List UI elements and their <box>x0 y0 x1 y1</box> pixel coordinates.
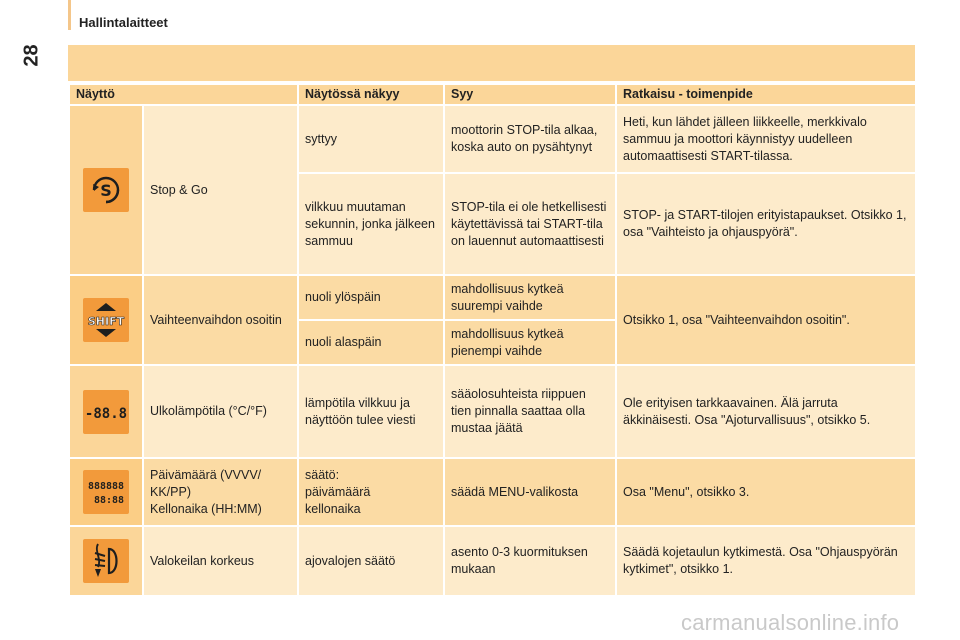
row-name-line: KK/PP) <box>150 484 191 499</box>
row-shown: nuoli alaspäin <box>298 320 444 365</box>
row-cause: asento 0-3 kuormituksen mukaan <box>444 526 616 596</box>
row-name-line: Kellonaika (HH:MM) <box>150 501 262 516</box>
row-name <box>143 458 298 526</box>
row-shown: ajovalojen säätö <box>298 526 444 596</box>
headlamp-leveling-icon <box>83 539 129 583</box>
stop-and-go-icon <box>83 168 129 212</box>
row-cause: STOP-tila ei ole hetkellisesti käytettävissä tai START-tila on lauennut automaattisesti <box>444 173 616 275</box>
row-name: Valokeilan korkeus <box>143 526 298 596</box>
icon-cell <box>69 365 143 458</box>
table-row <box>69 105 916 173</box>
row-solution: Säädä kojetaulun kytkimestä. Osa "Ohjauspyörän kytkimet", otsikko 1. <box>616 526 916 596</box>
table-row <box>69 458 916 526</box>
side-accent-bar <box>68 0 71 30</box>
row-shown <box>298 458 444 526</box>
temperature-display-icon <box>83 390 129 434</box>
row-shown-line: kellonaika <box>305 501 361 516</box>
watermark: carmanualsonline.info <box>681 610 900 635</box>
row-shown: syttyy <box>298 105 444 173</box>
header-shown: Näytössä näkyy <box>298 84 444 105</box>
row-name: Vaihteenvaihdon osoitin <box>143 275 298 365</box>
shift-indicator-icon <box>83 298 129 342</box>
header-solution: Ratkaisu - toimenpide <box>616 84 916 105</box>
page-number: 28 <box>20 44 43 67</box>
row-solution: Otsikko 1, osa "Vaihteenvaihdon osoitin". <box>616 275 916 365</box>
row-name: Stop & Go <box>143 105 298 275</box>
row-name-line: Päivämäärä (VVVV/ <box>150 467 262 482</box>
row-shown-line: päivämäärä <box>305 484 371 499</box>
icon-cell <box>69 458 143 526</box>
svg-text:S: S <box>100 181 112 200</box>
table-header-row <box>69 84 916 105</box>
row-cause: mahdollisuus kytkeä pienempi vaihde <box>444 320 616 365</box>
row-shown: vilkkuu muutaman sekunnin, jonka jälkeen sammuu <box>298 173 444 275</box>
row-cause: sääolosuhteista riippuen tien pinnalla saattaa olla mustaa jäätä <box>444 365 616 458</box>
row-solution: Heti, kun lähdet jälleen liikkeelle, merkkivalo sammuu ja moottori käynnistyy uudelleen automaattisesti START-tilassa. <box>616 105 916 173</box>
table-top-band <box>68 45 915 81</box>
row-solution: Osa "Menu", otsikko 3. <box>616 458 916 526</box>
icon-cell <box>69 526 143 596</box>
date-time-display-icon <box>83 470 129 514</box>
time-icon-digits: 88:88 <box>93 495 125 506</box>
icon-cell <box>69 105 143 275</box>
row-name: Ulkolämpötila (°C/°F) <box>143 365 298 458</box>
row-solution: Ole erityisen tarkkaavainen. Älä jarruta äkkinäisesti. Osa "Ajoturvallisuus", otsikko 5. <box>616 365 916 458</box>
indicator-table <box>68 83 917 597</box>
icon-cell <box>69 275 143 365</box>
table-row <box>69 365 916 458</box>
header-cause: Syy <box>444 84 616 105</box>
row-cause: moottorin STOP-tila alkaa, koska auto on pysähtynyt <box>444 105 616 173</box>
row-shown: lämpötila vilkkuu ja näyttöön tulee viesti <box>298 365 444 458</box>
header-display: Näyttö <box>69 84 298 105</box>
row-cause: säädä MENU-valikosta <box>444 458 616 526</box>
row-solution: STOP- ja START-tilojen erityistapaukset. Otsikko 1, osa "Vaihteisto ja ohjauspyörä". <box>616 173 916 275</box>
date-icon-digits: 888888 <box>87 481 125 492</box>
svg-text:SHIFT: SHIFT <box>87 315 125 328</box>
section-title: Hallintalaitteet <box>79 15 168 30</box>
row-cause: mahdollisuus kytkeä suurempi vaihde <box>444 275 616 320</box>
row-shown: nuoli ylöspäin <box>298 275 444 320</box>
row-shown-line: säätö: <box>305 467 340 482</box>
table-row <box>69 275 916 320</box>
table-row <box>69 526 916 596</box>
temperature-icon-digits: -88.8 <box>84 405 128 422</box>
